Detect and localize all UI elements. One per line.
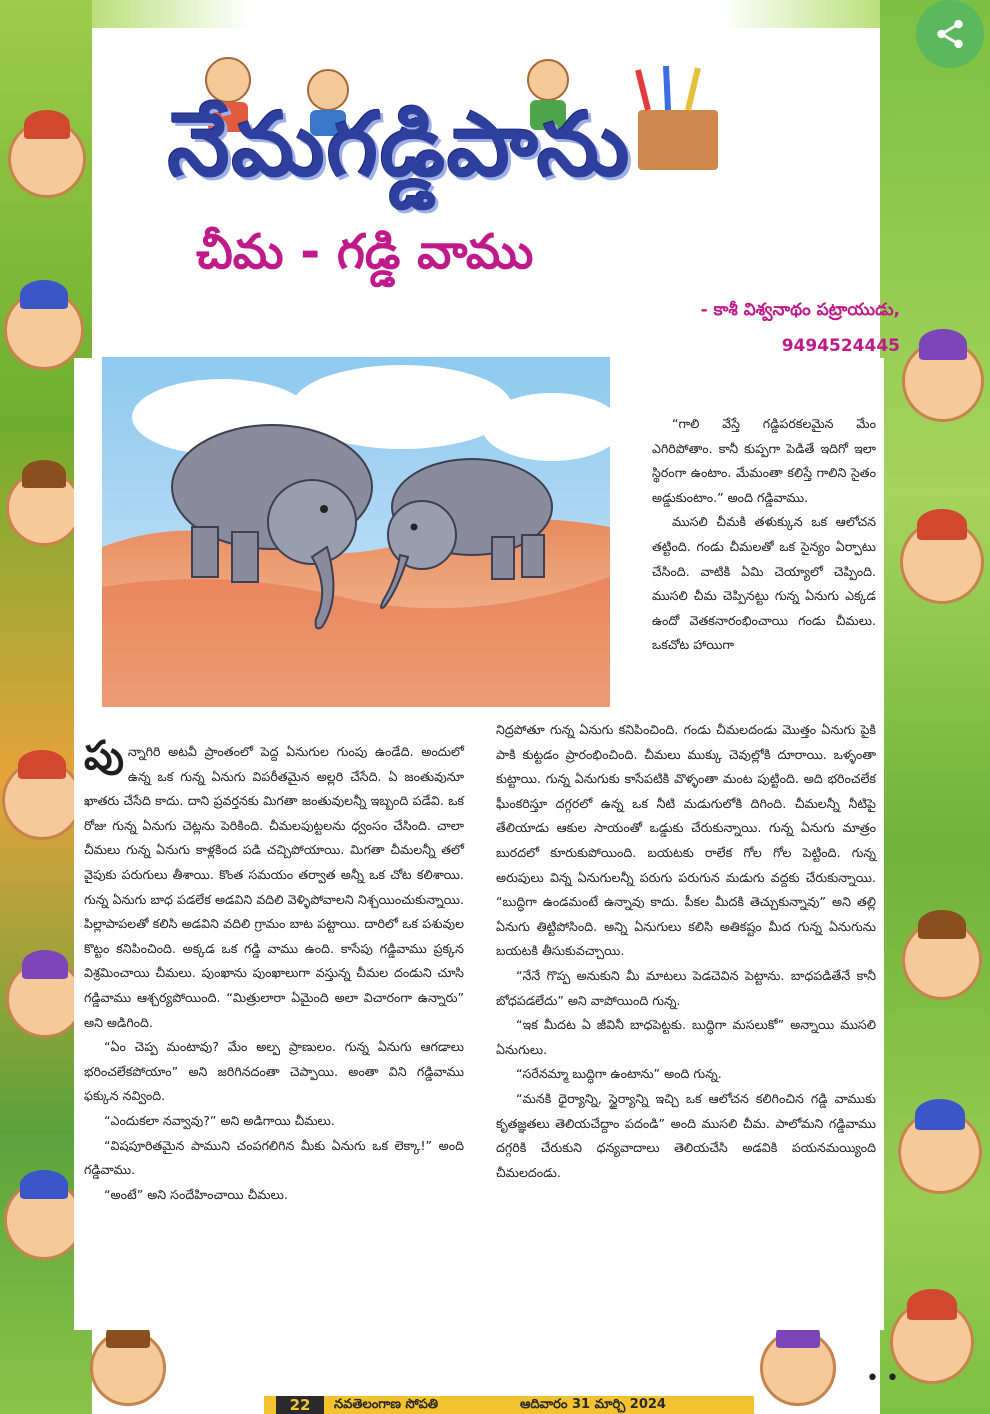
- paragraph: “ఇక మీదట ఏ జీవినీ బాధపెట్టకు. బుద్ధిగా మసలుకో” అన్నాయి ముసలి ఏనుగులు.: [496, 1017, 876, 1057]
- share-icon: [933, 17, 967, 51]
- paragraph: “మనకి ధైర్యాన్ని, స్థైర్యాన్ని ఇచ్చి ఒక ఆలోచన కలిగించిన గడ్డి వాముకు కృతజ్ఞతలు తెలియచేద్దాం పదండి” అంది ముసలి చీమ. పాలోమని గడ్డివాము దగ్గరికి చేరుకుని ధన్యవాదాలు తెలియచేసి అడవికి పయనమయ్యింది చీమలదండు.: [496, 1090, 876, 1180]
- cartoon-kid-icon: [4, 1180, 84, 1260]
- page-number: 22: [276, 1396, 324, 1414]
- cartoon-kid-icon: [8, 120, 86, 198]
- paragraph: “విషపూరితమైన పాముని చంపగలిగిన మీకు ఏనుగు ఒక లెక్కా!” అంది గడ్డివాము.: [84, 1137, 464, 1178]
- masthead-title: నేమగడ్డిపాను: [168, 92, 632, 196]
- magazine-name: నవతెలంగాణ సోపతి: [334, 1397, 439, 1412]
- cartoon-kid-icon: [902, 920, 982, 1000]
- cartoon-kid-icon: [2, 760, 82, 840]
- paragraph: “నేనే గొప్ప అనుకుని మీ మాటలు పెడచెవిన పెట్టాను. బాధపడితేనే కానీ బోధపడలేదు” అని వాపోయింది గున్న.: [496, 967, 876, 1008]
- story-title: చీమ - గడ్డి వాము: [196, 224, 534, 280]
- cartoon-kid-icon: [760, 1330, 836, 1406]
- cartoon-kid-icon: [900, 520, 984, 604]
- cartoon-kid-icon: [902, 340, 984, 422]
- cartoon-kid-icon: [4, 290, 84, 370]
- paragraph: “గాలి వేస్తే గడ్డిపరకలమైన మేం ఎగిరిపోతాం. కానీ కుప్పగా పెడితే ఇదిగో ఇలా స్థిరంగా ఉంటాం. మేమంతా కలిస్తే గాలిని సైతం అడ్డుకుంటాం.” అంది గడ్డివాము.: [652, 416, 876, 505]
- paragraph-text: న్నాగిరి అటవీ ప్రాంతంలో పెద్ద ఏనుగుల గుంపు ఉండేది. అందులో ఉన్న ఒక గున్న ఏనుగు విపరీతమైన అల్లరి చేసేది. ఏ జంతువునూ ఖాతరు చేసేది కాదు. దాని ప్రవర్తనకు మిగతా జంతువులన్నీ ఇబ్బంది పడేవి. ఒక రోజు గున్న ఏనుగు చెట్లను పెరికింది. చీమలపుట్టలను ధ్వంసం చేసింది. చాలా చీమలు గున్న ఏనుగు కాళ్లకింద పడి చచ్చిపోయాయి. మిగతా చీమలన్నీ తలో వైపుకు పరుగులు తీశాయి. కొంత సమయం తర్వాత అన్నీ ఒక చోట కలిశాయి. గున్న ఏనుగు బాధ పడలేక అడవిని వదిలి వెళ్ళిపోవాలని నిశ్చయించుకున్నాయి. పిల్లాపాపలతో కలిసి అడవిని వదిలి గ్రామం బాట పట్టాయి. దారిలో ఒక పశువుల కొట్టం కనిపించింది. అక్కడ ఒక గడ్డి వాము ఉంది. కాసేపు గడ్డివాము ప్రక్కన విశ్రమించాయి చీమలు. పుంఖాను పుంఖాలుగా వస్తున్న చీమల దండుని చూసి గడ్డివాము ఆశ్చర్యపోయింది. “మిత్రులారా ఏమైంది అలా విచారంగా ఉన్నారు” అని అడిగింది.: [84, 744, 464, 1030]
- masthead: [168, 50, 768, 220]
- cartoon-kid-icon: [890, 1300, 974, 1384]
- paragraph: “ఎందుకలా నవ్వావు?” అని అడిగాయి చీమలు.: [104, 1112, 335, 1128]
- paragraph: [84, 733, 464, 1035]
- elephants-illustration: [102, 357, 610, 707]
- paragraph: “ఏం చెప్ప మంటావు? మేం అల్ప ప్రాణులం. గున్న ఏనుగు ఆగడాలు భరించలేకపోయాం” అని జరిగినదంతా చెప్పాయి. అంతా విని గడ్డివాము ఫక్కున నవ్వింది.: [84, 1039, 464, 1104]
- cartoon-kid-icon: [898, 1110, 982, 1194]
- paragraph: నిద్రపోతూ గున్న ఏనుగు కనిపించింది. గండు చీమలదండు మొత్తం ఏనుగు పైకి పాకి కుట్టడం ప్రారంభించింది. చీమలు ముక్కు చెవుల్లోకి దూరాయి. ఒళ్ళంతా కుట్టాయి. గున్న ఏనుగుకు కాసేపటికి వొళ్ళంతా మంట పుట్టింది. అది భరించలేక ఘీంకరిస్తూ దగ్గరలో ఉన్న ఒక నీటి మడుగులోకి దిగింది. చీమలన్నీ నీటిపై తేలియాడు ఆకుల సాయంతో ఒడ్డుకు చేరుకున్నాయి. గున్న ఏనుగు మాత్రం బురదలో కూరుకుపోయింది. బయటకు రాలేక గోల గోల పెట్టింది. గున్న అరుపులు విన్న ఏనుగులన్నీ పరుగు పరుగున మడుగు వద్దకు చేరుకున్నాయి. “బుద్ధిగా ఉండమంటే ఉన్నావు కాదు. పీకల మీదకి తెచ్చుకున్నావు” అని తల్లి ఏనుగు తిట్టిపోసింది. అన్ని ఏనుగులు కలిసి అతికష్టం మీద గున్న ఏనుగును బయటకి తీసుకువచ్చాయి.: [496, 722, 876, 959]
- issue-date: ఆదివారం 31 మార్చి 2024: [520, 1397, 666, 1412]
- author-name: - కాశీ విశ్వనాథం పట్రాయుడు,: [700, 300, 900, 320]
- paragraph: ముసలి చీమకి తళుక్కున ఒక ఆలోచన తట్టింది. గండు చీమలతో ఒక సైన్యం ఏర్పాటు చేసింది. వాటికి ఏమి చెయ్యాలో చెప్పింది. ముసలి చీమ చెప్పినట్టు గున్న ఏనుగు ఎక్కడ ఉందో వెతకనారంభించాయి గండు చీమలు. ఒకచోట హాయిగా: [652, 514, 876, 653]
- cartoon-kid-icon: [6, 470, 82, 546]
- ornament-dots: • •: [866, 1366, 899, 1391]
- share-button[interactable]: [916, 0, 984, 68]
- author-phone: 9494524445: [781, 336, 900, 356]
- top-decor-band: [92, 0, 880, 28]
- cartoon-kid-icon: [90, 1330, 166, 1406]
- article-column-left: [84, 733, 464, 1207]
- right-cartoon-border: [880, 0, 990, 1414]
- paragraph: “సరేనమ్మా బుద్ధిగా ఉంటాను” అంది గున్న.: [516, 1066, 722, 1082]
- drop-cap: పు: [84, 733, 124, 779]
- article-column-right: [496, 718, 876, 1185]
- cartoon-kid-icon: [6, 960, 84, 1038]
- article-column-right-top: [652, 412, 876, 658]
- paragraph: “అంటే” అని సందేహించాయి చీమలు.: [104, 1186, 288, 1202]
